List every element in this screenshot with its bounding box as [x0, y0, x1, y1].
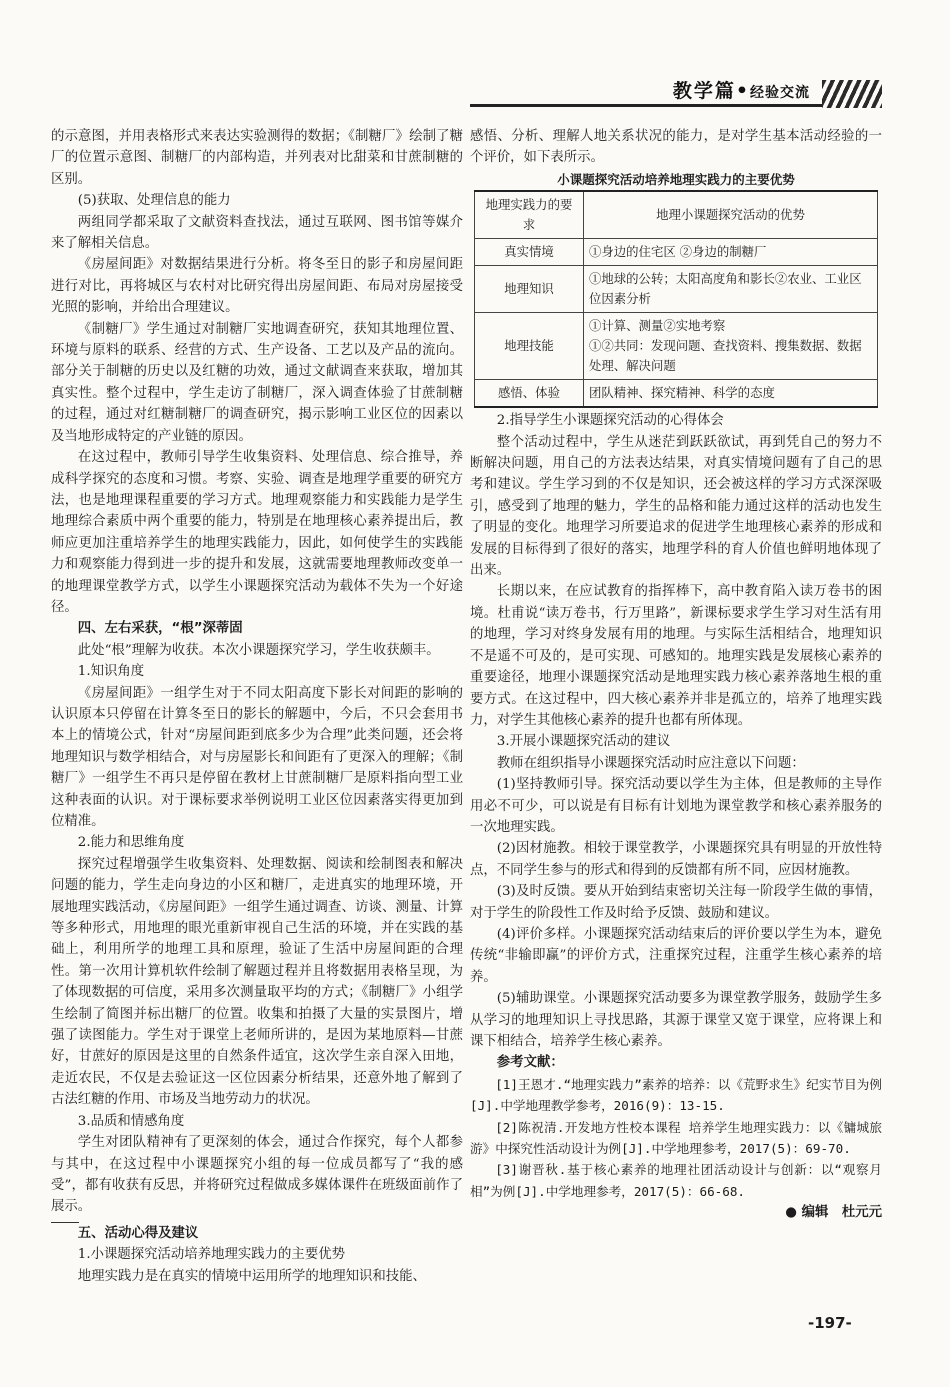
subheading: (5)获取、处理信息的能力 — [77, 193, 231, 209]
table-cell-advantage: ①身边的住宅区 ②身边的制糖厂 — [584, 239, 878, 266]
table-cell-advantage — [584, 313, 878, 380]
paragraph: 《房屋间距》对数据结果进行分析。将冬至日的影子和房屋间距进行对比，再将城区与农村对比研究得出房屋间距、布局对房屋接受光照的影响，并给出合理建议。 — [51, 257, 463, 316]
table-row — [475, 313, 878, 380]
subheading: 2.指导学生小课题探究活动的心得体会 — [496, 413, 724, 429]
reference-item: [3]谢晋秋.基于核心素养的地理社团活动设计与创新：以“观察月相”为例[J].中学地理参考，2017(5)：66-68. — [470, 1162, 882, 1199]
table-header-row — [475, 191, 878, 239]
table-cell-line: ①②共同：发现问题、查找资料、搜集数据、数据处理、解决问题 — [589, 338, 862, 374]
reference-item: [2]陈祝清.开发地方性校本课程 培养学生地理实践力：以《镛城旅游》中探究性活动设计为例[J].中学地理参考，2017(5)：69-70. — [470, 1119, 882, 1157]
page-number: -197- — [808, 1314, 852, 1332]
subheading: 1.知识角度 — [77, 664, 145, 680]
table-cell-advantage: ①地球的公转；太阳高度角和影长②农业、工业区位因素分析 — [584, 266, 878, 313]
paragraph: 的示意图，并用表格形式来表达实验测得的数据；《制糖厂》绘制了糖厂的位置示意图、制糖厂的内部构造，并列表对比甜菜和甘蔗制糖的区别。 — [51, 129, 463, 187]
references-heading: 参考文献： — [496, 1055, 564, 1071]
editor-credit: ● 编辑 杜元元 — [785, 1205, 882, 1221]
advantages-table — [474, 190, 878, 408]
table-row — [475, 380, 878, 408]
table-header-requirement: 地理实践力的要求 — [475, 191, 584, 239]
subheading: 3.品质和情感角度 — [77, 1113, 185, 1129]
table-cell-advantage: 团队精神、探究精神、科学的态度 — [584, 380, 878, 408]
table-cell-requirement: 真实情境 — [475, 239, 584, 266]
paragraph: (1)坚持教师引导。探究活动要以学生为主体，但是教师的主导作用必不可少，可以说是有目标有计划地为课堂教学和核心素养服务的一次地理实践。 — [470, 777, 882, 835]
table-row — [475, 239, 878, 266]
paragraph: 感悟、分析、理解人地关系状况的能力，是对学生基本活动经验的一个评价，如下表所示。 — [470, 129, 882, 166]
paragraph: 教师在组织指导小课题探究活动时应注意以下问题： — [496, 755, 805, 771]
header-dot: • — [735, 80, 750, 102]
subheading: 1.小课题探究活动培养地理实践力的主要优势 — [77, 1247, 345, 1263]
paragraph: 长期以来，在应试教育的指挥棒下，高中教育陷入读万卷书的困境。杜甫说“读万卷书，行万里路”，新课标要求学生学习对生活有用的地理，学习对终身发展有用的地理。与实际生活相结合，地理知识不是遥不可及的，是可实现、可感知的。地理实践是发展核心素养的重要途径，地理小课题探究活动是地理实践力核心素养落地生根的重要方式。在这过程中，四大核心素养并非是孤立的，培养了地理实践力，对学生其他核心素养的提升也都有所体现。 — [470, 584, 882, 728]
paragraph: 《制糖厂》学生通过对制糖厂实地调查研究，获知其地理位置、环境与原料的联系、经营的方式、生产设备、工艺以及产品的流向。部分关于制糖的历史以及红糖的功效，通过文献调查来获取，增加其真实性。整个过程中，学生走访了制糖厂，深入调查体验了甘蔗制糖的过程，通过对红糖制糖厂的调查研究，揭示影响工业区位的因素以及当地形成特定的产业链的原因。 — [51, 321, 463, 444]
table-cell-requirement: 地理知识 — [475, 266, 584, 313]
paragraph: (4)评价多样。小课题探究活动结束后的评价要以学生为本，避免传统“非输即赢”的评价方式，注重探究过程，注重学生核心素养的培养。 — [470, 926, 882, 985]
paragraph: (2)因材施教。相较于课堂教学，小课题探究具有明显的开放性特点，不同学生参与的形式和得到的反馈都有所不同，应因材施教。 — [470, 841, 882, 878]
section-subtitle: 经验交流 — [750, 85, 810, 101]
section-heading: 四、左右采获，“根”深蒂固 — [77, 621, 243, 637]
subheading: 2.能力和思维角度 — [77, 835, 185, 851]
paragraph: 探究过程增强学生收集资料、处理数据、阅读和绘制图表和解决问题的能力，学生走向身边的小区和糖厂，走进真实的地理环境，开展地理实践活动，《房屋间距》一组学生通过调查、访谈、测量、计算等多种形式，用地理的眼光重新审视自己生活的环境，并在实践的基础上，利用所学的地理工具和原理，验证了生活中房屋间距的合理性。第一次用计算机软件绘制了解题过程并且将数据用表格呈现，为了体现数据的可信度，采用多次测量取平均的方式；《制糖厂》小组学生绘制了简图并标出糖厂的位置。收集和拍摄了大量的实景图片，增强了读图能力。学生对于课堂上老师所讲的，是因为某地原料—甘蔗好，甘蔗好的原因是这里的自然条件适宜，这次学生亲自深入田地，走近农民，不仅是去验证这一区位因素分析结果，还意外地了解到了古法红糖的作用、市场及当地劳动力的状况。 — [51, 856, 463, 1108]
reference-item: [1]王恩才.“地理实践力”素养的培养：以《荒野求生》纪实节目为例[J].中学地理教学参考，2016(9)：13-15. — [470, 1076, 882, 1114]
table-row — [475, 266, 878, 313]
subheading: 3.开展小课题探究活动的建议 — [496, 734, 671, 750]
section-name: 教学篇 — [672, 80, 736, 102]
left-column — [51, 126, 463, 1287]
table-header-advantage: 地理小课题探究活动的优势 — [584, 191, 878, 239]
table-cell-line: ①计算、测量②实地考察 — [589, 318, 726, 334]
paragraph: 学生对团队精神有了更深刻的体会，通过合作探究，每个人都参与其中，在这过程中小课题探究小组的每一位成员都写了“我的感受”，都有收获有反思，并将研究过程做成多媒体课件在班级面前作了展示。 — [51, 1135, 463, 1215]
table-cell-requirement: 地理技能 — [475, 313, 584, 380]
paragraph: 此处“根”理解为收获。本次小课题探究学习，学生收获颇丰。 — [77, 642, 440, 658]
paragraph: 《房屋间距》一组学生对于不同太阳高度下影长对间距的影响的认识原本只停留在计算冬至日的影长的解题中，今后，不只会套用书本上的情境公式，针对“房屋间距到底多少为合理”此类问题，还会将地理知识与数学相结合，对与房屋影长和间距有了更深入的理解；《制糖厂》一组学生不再只是停留在教材上甘蔗制糖厂是原料指向型工业这种表面的认识。对于课标要求举例说明工业区位因素落实得更加到位精准。 — [51, 685, 463, 829]
header-title — [673, 76, 810, 103]
table-title: 小课题探究活动培养地理实践力的主要优势 — [557, 171, 795, 187]
header-rule — [470, 104, 822, 107]
paragraph: 地理实践力是在真实的情境中运用所学的地理知识和技能、 — [77, 1268, 426, 1284]
paragraph: (3)及时反馈。要从开始到结束密切关注每一阶段学生做的事情，对于学生的阶段性工作及时给予反馈、鼓励和建议。 — [470, 884, 882, 921]
section-heading: 五、活动心得及建议 — [77, 1225, 199, 1241]
table-cell-requirement: 感悟、体验 — [475, 380, 584, 408]
paragraph: (5)辅助课堂。小课题探究活动要多为课堂教学服务，鼓励学生多从学习的地理知识上寻找思路，其源于课堂又宽于课堂，应将课上和课下相结合，培养学生核心素养。 — [470, 991, 882, 1049]
paragraph: 整个活动过程中，学生从迷茫到跃跃欲试，再到凭自己的努力不断解决问题，用自己的方法表达结果，对真实情境问题有了自己的思考和建议。学生学习到的不仅是知识，还会被这样的学习方式深深吸引，感受到了地理的魅力，学生的品格和能力通过这样的活动也发生了明显的变化。地理学习所要追求的促进学生地理核心素养的形成和发展的目标得到了很好的落实，地理学科的育人价值也鲜明地体现了出来。 — [470, 434, 882, 579]
running-header — [470, 74, 882, 114]
right-column — [470, 126, 882, 1224]
paragraph: 两组同学都采取了文献资料查找法，通过互联网、图书馆等媒介来了解相关信息。 — [51, 214, 463, 252]
paragraph: 在这过程中，教师引导学生收集资料、处理信息、综合推导，养成科学探究的态度和习惯。考察、实验、调查是地理学重要的研究方法，也是地理课程重要的学习方式。地理观察能力和实践能力是学生地理综合素质中两个重要的能力，特别是在地理核心素养提出后，教师应更加注重培养学生的地理实践能力，因此，如何使学生的实践能力和观察能力得到进一步的提升和发展，这就需要地理教师改变单一的地理课堂教学方式，以学生小课题探究活动为载体不失为一个好途径。 — [51, 450, 463, 615]
header-stripes-decoration — [822, 80, 882, 108]
